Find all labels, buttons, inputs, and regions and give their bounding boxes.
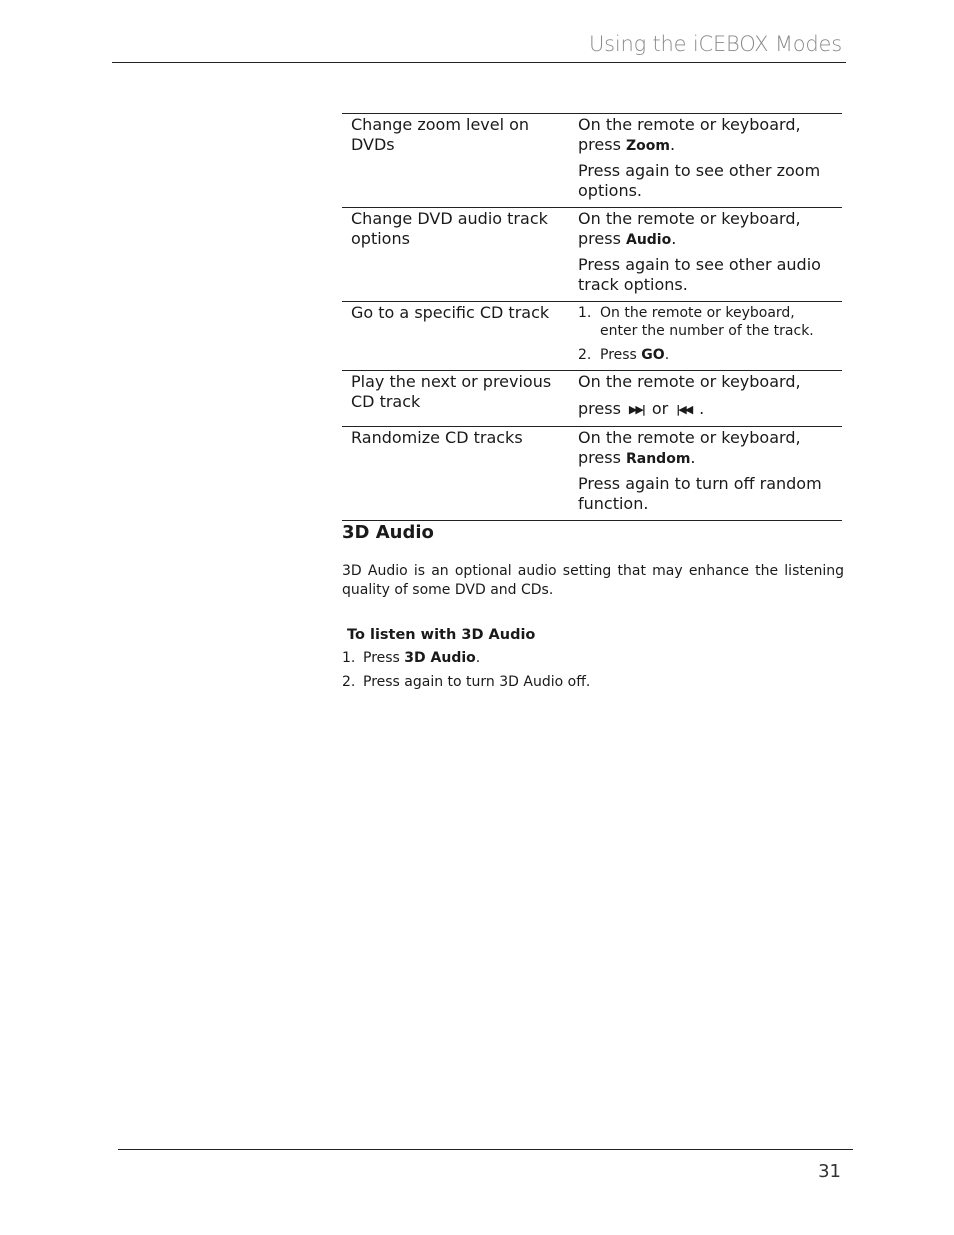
running-header-title: Using the iCEBOX Modes: [588, 32, 842, 56]
step-number: 2.: [578, 347, 592, 363]
next-track-icon: ▶▶|: [628, 403, 644, 416]
action-cell: [568, 371, 842, 426]
step-text: Press again to turn 3D Audio off.: [363, 674, 591, 690]
action-paragraph: On the remote or keyboard, press Random.: [578, 428, 801, 467]
step-text: On the remote or keyboard, enter the number of the track.: [600, 305, 814, 339]
table-row: [342, 114, 842, 208]
table-row: [342, 427, 842, 521]
task-cell: Go to a specific CD track: [351, 303, 550, 322]
action-paragraph: press ▶▶| or |◀◀ .: [578, 399, 705, 418]
action-paragraph: Press again to turn off random function.: [578, 474, 822, 513]
action-cell: [568, 302, 842, 370]
previous-track-icon: |◀◀: [676, 403, 692, 416]
action-paragraph: On the remote or keyboard, press Audio.: [578, 209, 801, 248]
step-number: 1.: [342, 650, 356, 666]
commands-table: [342, 113, 842, 521]
section-body: 3D Audio is an optional audio setting that may enhance the listening quality of some DVD and CDs.: [342, 563, 844, 598]
table-row: [342, 302, 842, 371]
task-cell: Play the next or previous CD track: [351, 372, 552, 411]
action-paragraph: Press again to see other zoom options.: [578, 161, 821, 200]
action-cell: [568, 208, 842, 301]
action-cell: [568, 114, 842, 207]
list-item: [578, 346, 836, 364]
step-text: Press 3D Audio.: [363, 650, 481, 666]
action-cell: [568, 427, 842, 520]
key-name: Audio: [625, 232, 672, 248]
action-paragraph: On the remote or keyboard, press Zoom.: [578, 115, 801, 154]
key-name: Random: [625, 451, 691, 467]
step-number: 1.: [578, 305, 592, 321]
step-text: Press GO.: [600, 347, 670, 363]
steps-list: [578, 304, 836, 364]
page-number: 31: [818, 1161, 841, 1182]
step-number: 2.: [342, 674, 356, 690]
table-row: [342, 371, 842, 427]
task-cell: Change zoom level on DVDs: [351, 115, 530, 154]
footer-divider: [118, 1149, 853, 1150]
list-item: [342, 649, 590, 668]
table-row: [342, 208, 842, 302]
header-divider: [112, 62, 846, 63]
list-item: [342, 673, 590, 692]
procedure-steps: [342, 649, 590, 692]
key-name: 3D Audio: [404, 650, 476, 666]
procedure-heading: To listen with 3D Audio: [347, 627, 536, 643]
task-cell: Randomize CD tracks: [351, 428, 523, 447]
list-item: [578, 304, 836, 340]
key-name: GO: [641, 347, 665, 363]
action-paragraph: On the remote or keyboard,: [578, 372, 801, 391]
section-heading: 3D Audio: [342, 522, 434, 543]
action-paragraph: Press again to see other audio track options.: [578, 255, 821, 294]
key-name: Zoom: [625, 138, 670, 154]
task-cell: Change DVD audio track options: [351, 209, 548, 248]
